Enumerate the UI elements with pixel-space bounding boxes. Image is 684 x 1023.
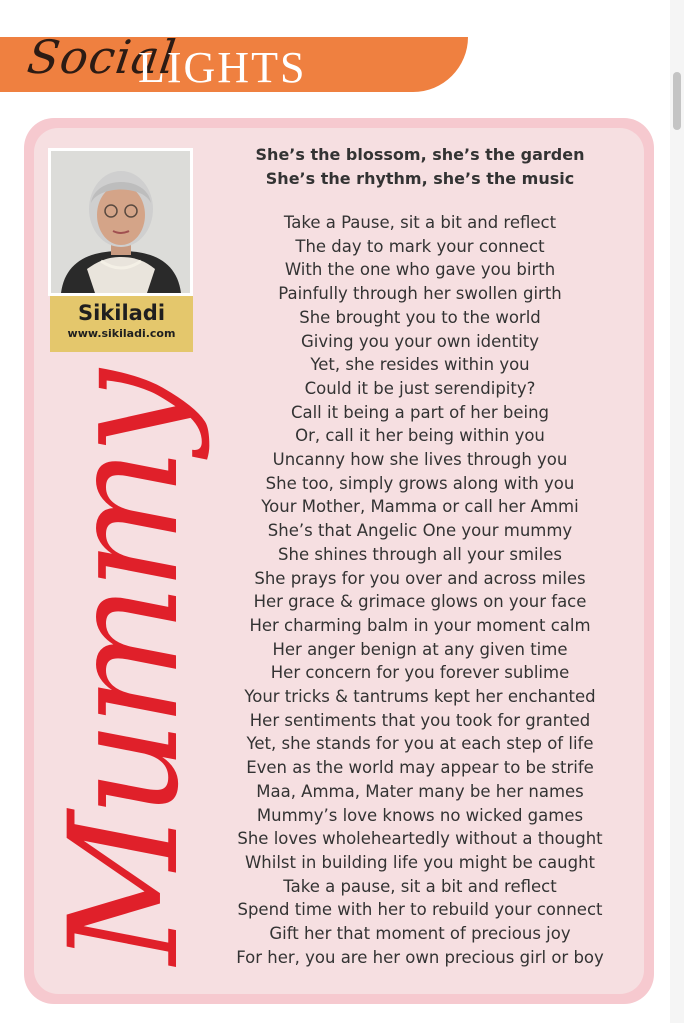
poem-line: Take a pause, sit a bit and reflect — [283, 876, 557, 896]
poem-line: She too, simply grows along with you — [265, 473, 575, 493]
poem-line: For her, you are her own precious girl or boy — [236, 947, 604, 967]
author-website: www.sikiladi.com — [67, 327, 176, 340]
poem-line: She prays for you over and across miles — [254, 568, 586, 588]
poem-title — [38, 375, 212, 965]
poem-line: Take a Pause, sit a bit and reflect — [283, 213, 557, 232]
brand-script-text: Social — [24, 30, 180, 84]
poem-line: Yet, she stands for you at each step of life — [246, 734, 594, 754]
author-portrait-icon — [51, 151, 190, 293]
poem-lead-line: She’s the rhythm, she’s the music — [265, 169, 575, 188]
poem-line: Yet, she resides within you — [310, 355, 530, 375]
poem-line: Painfully through her swollen girth — [278, 284, 562, 304]
poem-line: Her charming balm in your moment calm — [249, 615, 591, 635]
poem-line: Mummy’s love knows no wicked games — [256, 805, 584, 825]
scrollbar-thumb[interactable] — [673, 72, 681, 130]
poem-line: With the one who gave you birth — [284, 260, 556, 280]
poem-body — [208, 211, 632, 970]
poem-line: She loves wholeheartedly without a thought — [237, 829, 603, 849]
poem-line: Even as the world may appear to be strife — [246, 758, 594, 778]
author-photo — [51, 151, 190, 293]
poem-line: Call it being a part of her being — [290, 402, 550, 422]
poem-line: Or, call it her being within you — [295, 426, 545, 446]
poem-line: Maa, Amma, Mater many be her names — [256, 781, 584, 801]
scrollbar-track[interactable] — [670, 0, 684, 1023]
poem-line: Her grace & grimace glows on your face — [253, 592, 587, 612]
poem-line: She’s that Angelic One your mummy — [267, 521, 573, 541]
poem-line: She brought you to the world — [299, 307, 541, 327]
author-name-plate — [50, 296, 193, 352]
brand-caps-text: LIGHTS — [138, 43, 307, 92]
poem-line: Her sentiments that you took for granted — [249, 710, 591, 730]
poem-line: Your tricks & tantrums kept her enchanted — [244, 687, 596, 707]
poem-line: Her concern for you forever sublime — [270, 663, 570, 683]
poem-line: Giving you your own identity — [300, 331, 540, 351]
poem-line: Could it be just serendipity? — [304, 378, 536, 398]
poem-line: The day to mark your connect — [295, 236, 545, 256]
poem-line: Spend time with her to rebuild your connect — [237, 900, 603, 920]
author-photo-frame — [48, 148, 193, 296]
poem-lead — [210, 143, 630, 191]
poem-title-text: Mummy — [38, 375, 212, 965]
poem-lead-line: She’s the blossom, she’s the garden — [255, 145, 585, 164]
poem-line: Uncanny how she lives through you — [272, 450, 568, 470]
poem-line: Whilst in building life you might be caught — [244, 852, 596, 872]
author-name: Sikiladi — [77, 301, 166, 325]
poem-line: Your Mother, Mamma or call her Ammi — [261, 497, 579, 517]
poem-line: She shines through all your smiles — [278, 544, 562, 564]
poem-line: Gift her that moment of precious joy — [269, 924, 571, 944]
poem-line: Her anger benign at any given time — [272, 639, 568, 659]
